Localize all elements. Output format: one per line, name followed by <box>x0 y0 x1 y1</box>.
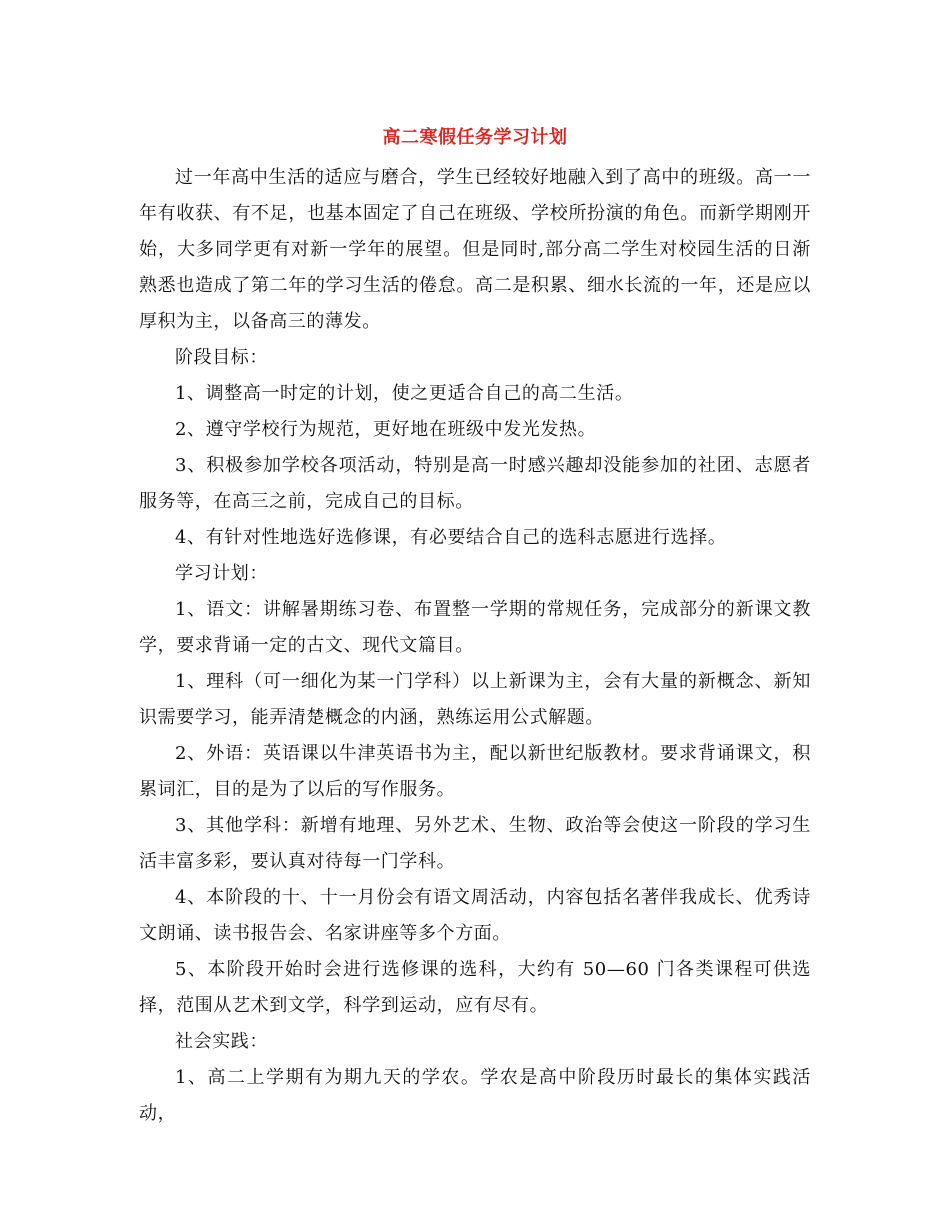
heading-social-practice: 社会实践： <box>175 1031 268 1052</box>
paragraph-practice-1: 1、高二上学期有为期九天的学农。学农是高中阶段历时最长的集体实践活动， <box>139 1067 811 1124</box>
document-body <box>139 160 811 1132</box>
paragraph-plan-science: 1、理科（可一细化为某一门学科）以上新课为主，会有大量的新概念、新知识需要学习，能弄清楚概念的内涵，熟练运用公式解题。 <box>139 671 811 728</box>
paragraph-goal-3: 3、积极参加学校各项活动，特别是高一时感兴趣却没能参加的社团、志愿者服务等，在高三之前，完成自己的目标。 <box>139 455 811 512</box>
paragraph-intro: 过一年高中生活的适应与磨合，学生已经较好地融入到了高中的班级。高一一年有收获、有不足，也基本固定了自己在班级、学校所扮演的角色。而新学期刚开始，大多同学更有对新一学年的展望。但是同时,部分高二学生对校园生活的日渐熟悉也造成了第二年的学习生活的倦怠。高二是积累、细水长流的一年，还是应以厚积为主，以备高三的薄发。 <box>139 167 811 332</box>
paragraph-plan-other-subjects: 3、其他学科：新增有地理、另外艺术、生物、政治等会使这一阶段的学习生活丰富多彩，要认真对待每一门学科。 <box>139 815 811 872</box>
heading-study-plan: 学习计划： <box>175 563 268 584</box>
paragraph-plan-chinese-week: 4、本阶段的十、十一月份会有语文周活动，内容包括名著伴我成长、优秀诗文朗诵、读书报告会、名家讲座等多个方面。 <box>139 887 811 944</box>
paragraph-plan-electives: 5、本阶段开始时会进行选修课的选科，大约有 50—60 门各类课程可供选择，范围从艺术到文学，科学到运动，应有尽有。 <box>139 959 811 1016</box>
paragraph-plan-english: 2、外语：英语课以牛津英语书为主，配以新世纪版教材。要求背诵课文，积累词汇，目的是为了以后的写作服务。 <box>139 743 811 800</box>
heading-stage-goals: 阶段目标： <box>175 347 268 368</box>
document-title: 高二寒假任务学习计划 <box>382 127 568 148</box>
paragraph-plan-chinese: 1、语文：讲解暑期练习卷、布置整一学期的常规任务，完成部分的新课文教学，要求背诵一定的古文、现代文篇目。 <box>139 599 811 656</box>
paragraph-goal-4: 4、有针对性地选好选修课，有必要结合自己的选科志愿进行选择。 <box>175 527 727 548</box>
paragraph-goal-1: 1、调整高一时定的计划，使之更适合自己的高二生活。 <box>175 383 634 404</box>
paragraph-goal-2: 2、遵守学校行为规范，更好地在班级中发光发热。 <box>175 419 597 440</box>
